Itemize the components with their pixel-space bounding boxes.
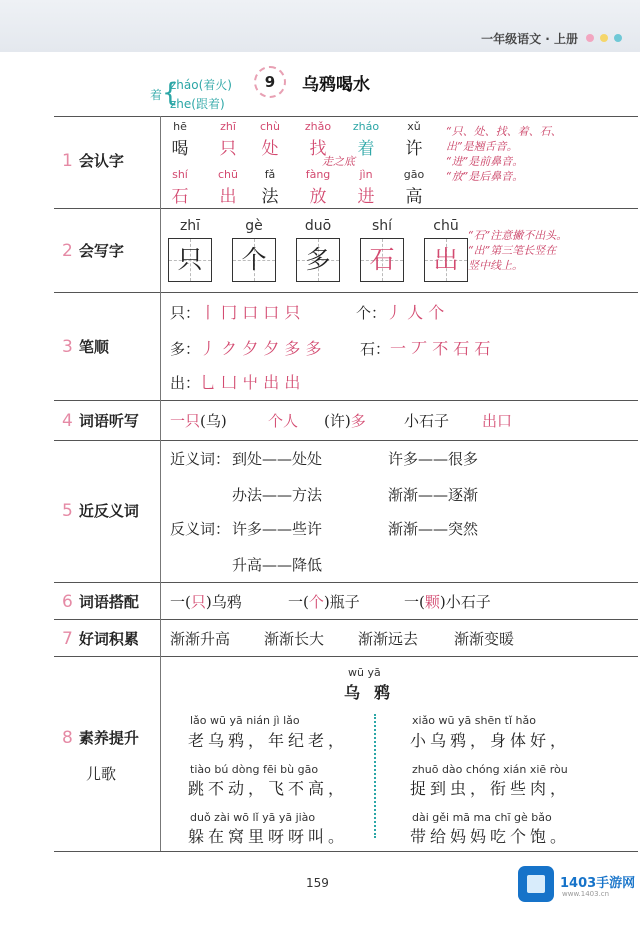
antonym-pair-3: 升高——降低: [232, 556, 323, 574]
table-line: [54, 208, 638, 209]
tianzige-box: [360, 238, 404, 282]
lesson-title: 乌鸦喝水: [302, 75, 370, 95]
stroke-order-chu: 出：乚 凵 屮 出 出: [170, 373, 301, 392]
antonym-pair-1: 许多——些许: [232, 520, 323, 538]
section-label-4: 4 词语听写: [62, 411, 139, 431]
dictation-word-5: 出口: [482, 412, 513, 430]
poem-right-line-3: 带给妈妈吃个饱。: [410, 827, 571, 846]
synonym-label: 近义词：: [170, 450, 231, 468]
annotation-jin: 走之底: [322, 155, 355, 168]
table-line: [54, 400, 638, 401]
char-pinyin: hē: [173, 120, 187, 133]
char-hanzi: 找: [309, 139, 327, 159]
poem-left-line-3: 躲在窝里呀呀叫。: [188, 827, 349, 846]
poem-right-py-1: xiǎo wū yā shēn tǐ hǎo: [412, 714, 536, 727]
char-pinyin: zhī: [220, 120, 236, 133]
good-word-4: 渐渐变暖: [454, 630, 515, 648]
table-line: [54, 851, 638, 852]
poem-left-line-2: 跳不动，飞不高，: [188, 779, 349, 798]
poem-right-py-2: zhuō dào chóng xián xiē ròu: [412, 763, 568, 776]
collocation-3: 一(颗)小石子: [404, 593, 491, 611]
stroke-order-duo: 多：丿 ク 夕 夕 多 多: [170, 339, 322, 358]
writing-pinyin: chū: [433, 218, 459, 234]
writing-hanzi: 多: [305, 245, 331, 274]
polyphone-reading-2: zhe(跟着): [170, 97, 225, 111]
collocation-1: 一(只)乌鸦: [170, 593, 242, 611]
dictation-word-1: 一只(乌): [170, 412, 227, 430]
synonym-pair-1: 到处——处处: [232, 450, 323, 468]
section-label-6: 6 词语搭配: [62, 592, 139, 612]
decor-dot-yellow: [600, 34, 608, 42]
poem-left-py-2: tiào bú dòng fēi bù gāo: [190, 763, 319, 776]
writing-hanzi: 石: [369, 245, 395, 274]
dictation-word-2: 个人: [268, 412, 299, 430]
char-hanzi: 着: [357, 139, 375, 159]
poem-title-pinyin: wū yā: [348, 666, 381, 679]
recognize-note: “只、处、找、着、石、 出”是翘舌音。 “进”是前鼻音。 “放”是后鼻音。: [446, 125, 562, 183]
poem-title: 乌鸦: [344, 683, 405, 702]
writing-pinyin: zhī: [179, 218, 201, 234]
writing-hanzi: 出: [433, 245, 459, 274]
char-pinyin: chū: [218, 168, 238, 181]
table-line: [54, 292, 638, 293]
poem-left-line-1: 老乌鸦，年纪老，: [188, 731, 349, 750]
writing-pinyin: gè: [245, 218, 263, 234]
watermark-brand: 1403手游网: [560, 876, 636, 891]
char-hanzi: 出: [219, 187, 237, 207]
char-hanzi: 法: [261, 187, 279, 207]
page-number: 159: [306, 876, 329, 890]
char-hanzi: 只: [219, 139, 237, 159]
writing-pinyin: duō: [304, 218, 332, 234]
poem-right-py-3: dài gěi mā ma chī gè bǎo: [412, 811, 552, 824]
poem-right-line-1: 小乌鸦，身体好，: [410, 731, 571, 750]
char-pinyin: zhǎo: [304, 120, 332, 133]
synonym-pair-3: 办法——方法: [232, 486, 323, 504]
tianzige-box: [232, 238, 276, 282]
table-line: [54, 656, 638, 657]
char-pinyin: gāo: [403, 168, 425, 181]
polyphone-reading-1: zháo(着火): [170, 78, 232, 92]
char-hanzi: 喝: [171, 139, 189, 159]
char-hanzi: 进: [357, 187, 375, 207]
watermark-logo-icon: [518, 866, 554, 902]
lesson-number: 9: [254, 66, 286, 98]
table-line: [54, 440, 638, 441]
table-column-line: [160, 116, 161, 851]
char-pinyin: zháo: [352, 120, 380, 133]
char-pinyin: fàng: [305, 168, 331, 181]
book-title: 一年级语文 · 上册: [481, 32, 578, 46]
antonym-label: 反义词：: [170, 520, 231, 538]
table-line: [54, 619, 638, 620]
char-hanzi: 处: [261, 139, 279, 159]
collocation-2: 一(个)瓶子: [288, 593, 360, 611]
char-hanzi: 石: [171, 187, 189, 207]
decor-dot-teal: [614, 34, 622, 42]
poem-right-line-2: 捉到虫，衔些肉，: [410, 779, 571, 798]
poem-left-py-3: duǒ zài wō lǐ yā yā jiào: [190, 811, 316, 824]
section-label-3: 3 笔顺: [62, 337, 109, 357]
tianzige-box: [296, 238, 340, 282]
section-label-2: 2 会写字: [62, 241, 124, 261]
poem-left-py-1: lǎo wū yā nián jì lǎo: [190, 714, 300, 727]
poem-divider: [374, 714, 382, 838]
good-word-3: 渐渐远去: [358, 630, 419, 648]
stroke-order-shi: 石：一 丆 不 石 石: [360, 339, 491, 358]
section-sub-label-8: 儿歌: [86, 765, 117, 783]
section-label-7: 7 好词积累: [62, 629, 139, 649]
polyphone-char: 着: [150, 88, 163, 102]
watermark-url: www.1403.cn: [562, 890, 610, 898]
stroke-order-ge: 个：丿 人 个: [356, 303, 445, 322]
writing-hanzi: 只: [177, 245, 203, 274]
char-hanzi: 放: [309, 187, 327, 207]
dictation-word-4: 小石子: [404, 412, 450, 430]
writing-hanzi: 个: [241, 245, 267, 274]
synonym-pair-2: 许多——很多: [388, 450, 479, 468]
writing-note: “石”注意撇不出头。 “出”第三笔长竖在 竖中线上。: [468, 229, 568, 272]
char-pinyin: xǔ: [407, 120, 421, 133]
table-line: [54, 116, 638, 117]
dictation-word-3: (许)多: [324, 412, 366, 430]
char-pinyin: fǎ: [264, 168, 276, 181]
synonym-pair-4: 渐渐——逐渐: [388, 486, 479, 504]
char-pinyin: jìn: [359, 168, 373, 181]
char-hanzi: 许: [405, 139, 423, 159]
good-word-2: 渐渐长大: [264, 630, 325, 648]
section-label-8: 8 素养提升: [62, 728, 139, 748]
tianzige-box: [168, 238, 212, 282]
top-bar: [0, 0, 640, 52]
char-hanzi: 高: [405, 187, 423, 207]
section-label-1: 1 会认字: [62, 151, 124, 171]
antonym-pair-2: 渐渐——突然: [388, 520, 479, 538]
char-pinyin: chù: [260, 120, 280, 133]
polyphone-brace: {: [162, 78, 179, 108]
writing-pinyin: shí: [371, 218, 393, 234]
stroke-order-zhi: 只：丨 冂 口 口 只: [170, 303, 301, 322]
section-label-5: 5 近反义词: [62, 501, 139, 521]
table-line: [54, 582, 638, 583]
char-pinyin: shí: [172, 168, 188, 181]
tianzige-box: [424, 238, 468, 282]
decor-dot-pink: [586, 34, 594, 42]
good-word-1: 渐渐升高: [170, 630, 231, 648]
